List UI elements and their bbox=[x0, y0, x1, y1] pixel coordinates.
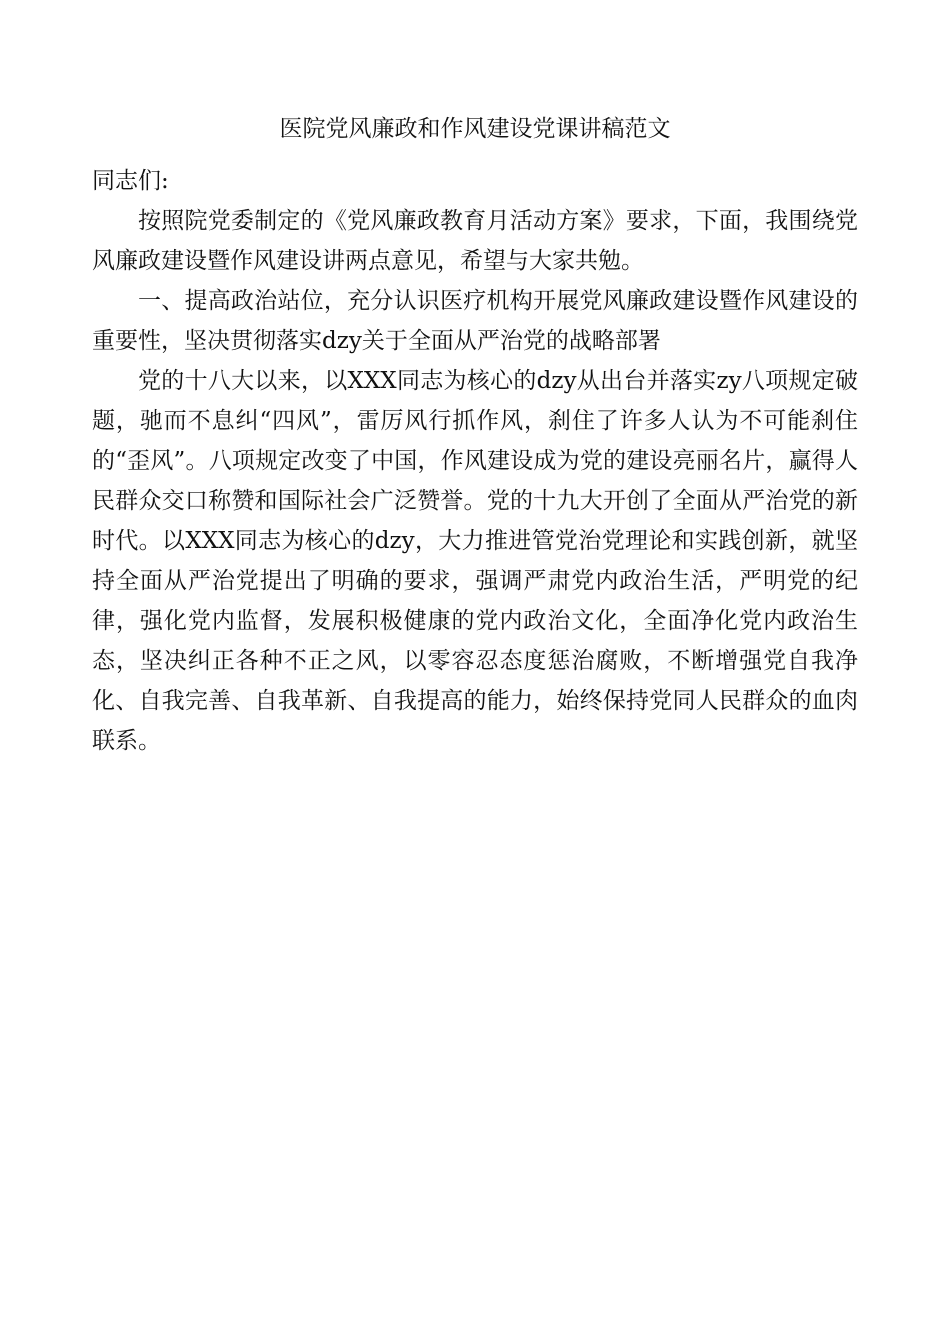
section-heading-1: 一、提高政治站位，充分认识医疗机构开展党风廉政建设暨作风建设的重要性，坚决贯彻落实dzy关于全面从严治党的战略部署 bbox=[92, 288, 858, 354]
document-body bbox=[92, 161, 858, 761]
salutation: 同志们: bbox=[92, 168, 169, 194]
paragraph-intro: 按照院党委制定的《党风廉政教育月活动方案》要求，下面，我围绕党风廉政建设暨作风建设讲两点意见，希望与大家共勉。 bbox=[92, 208, 858, 274]
document-page bbox=[92, 0, 858, 1344]
paragraph-body: 党的十八大以来，以XXX同志为核心的dzy从出台并落实zy八项规定破题，驰而不息纠“四风”，雷厉风行抓作风，刹住了许多人认为不可能刹住的“歪风”。八项规定改变了中国，作风建设成为党的建设亮丽名片，赢得人民群众交口称赞和国际社会广泛赞誉。党的十九大开创了全面从严治党的新时代。以XXX同志为核心的dzy，大力推进管党治党理论和实践创新，就坚持全面从严治党提出了明确的要求，强调严肃党内政治生活，严明党的纪律，强化党内监督，发展积极健康的党内政治文化，全面净化党内政治生态，坚决纠正各种不正之风，以零容忍态度惩治腐败，不断增强党自我净化、自我完善、自我革新、自我提高的能力，始终保持党同人民群众的血肉联系。 bbox=[92, 368, 858, 754]
document-title: 医院党风廉政和作风建设党课讲稿范文 bbox=[279, 116, 671, 142]
